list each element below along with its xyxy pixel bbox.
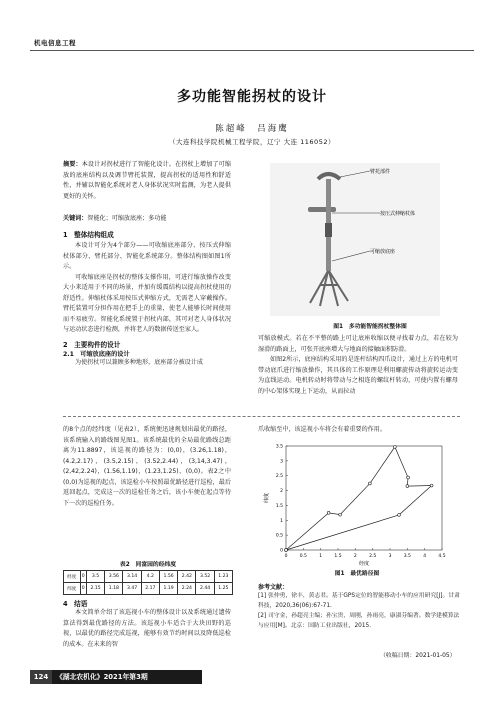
route-point: [407, 476, 410, 479]
route-point: [285, 549, 288, 552]
route-point: [406, 485, 409, 488]
table-2-caption: 表2 同富园的经纬度: [119, 562, 177, 568]
table-cell: 3.56: [105, 571, 123, 583]
route-chart: [262, 438, 452, 568]
table-cell: 1.18: [105, 583, 123, 595]
left-column-upper: [63, 229, 231, 368]
right-para-1: 可缩放模式。若在不平整的路上可让底座收缩以便寻找着力点，若在较为湿滑的路面上，可张开底座增大与地面的接触面积防滑。: [258, 335, 458, 353]
right-para-2: 如图2所示，底座结构采用的是连杆结构四爪设计，通过上方的电机可带动底爪进行缩放操作，其具体的工作原理是利用螺旋传动将旋转运动变为直线运动。电机转动时将带动与之相连的螺纹杆转动，可使内置有螺母的中心架体实现上下运动，从而拉动: [258, 356, 458, 395]
x-tick-label: 4: [423, 554, 427, 559]
table-cell: 2.15: [86, 583, 104, 595]
references-heading: 参考文献：: [258, 584, 289, 591]
route-point: [327, 511, 330, 514]
abstract: [63, 160, 231, 202]
x-tick-label: 3.5: [403, 554, 411, 559]
section-2-para-1: 为使拐杖可以兼顾多种地形，底座部分被设计成: [75, 358, 203, 366]
continuation-divider: [63, 416, 460, 417]
section-2-heading: 2 主要构件的设计: [63, 340, 121, 349]
y-tick-label: 1: [280, 518, 283, 524]
label-arm-rest: 臂托部件: [370, 169, 391, 175]
x-tick-label: 3: [388, 554, 392, 559]
figure-1-caption: 图1 多功能智能拐杖整体图: [333, 324, 407, 330]
handle-shape: [308, 207, 336, 212]
table-cell: 3.5: [86, 571, 104, 583]
x-tick-label: 2: [353, 554, 357, 559]
x-tick-label: 0: [284, 554, 288, 559]
table-cell: 1.23: [214, 571, 232, 583]
table-cell: 2.42: [178, 571, 196, 583]
references: [258, 582, 460, 631]
y-tick-label: 0.5: [275, 533, 283, 539]
journal-name: 《湖北农机化》2021年第3期: [56, 673, 148, 681]
left-column-lower: [63, 425, 231, 509]
table-row: [64, 571, 233, 583]
left-lower-para-1: 的8个点的经纬度（见表2），系统便迅速规划出最优的路径，该系统输入的路线图见图1。该系统最优的全局最优路线总距离为11.8897，该巡视的路径为：(0,0)，(3.26,1.18)，(4.2,2.17)，(3.5,2.15)，(3.52,2.44)，(3,14,3.47)，(2,42,2.24)，(1.56,1.19)，(1.23,1.25)，(0,0)。表2之中(0,0)为巡视的起点，该巡检小车按照最优路径进行巡检，最后返回起点，完成这一次的巡检任务之后，该小车便在起点等待下一次的巡检任务。: [63, 426, 231, 507]
label-telescopic-body: 按压式伸缩杖体: [380, 211, 416, 217]
table-cell: 4.2: [141, 571, 159, 583]
section-2-1-heading: 2.1 可缩放底座的设计: [63, 350, 130, 358]
section-header: 机电信息工程: [34, 39, 76, 47]
keywords-text: 智能化；可缩放底座；多功能: [87, 215, 167, 222]
chart-caption: 图1 最优路径图: [334, 571, 380, 577]
table-row-header: 纬度: [64, 583, 81, 595]
authors: 陈超峰 吕海鹰: [215, 124, 289, 134]
affiliation: （大连科技学院机械工程学院，辽宁 大连 116052）: [169, 138, 335, 146]
y-tick-label: 2: [280, 489, 283, 495]
table-cell: 3.52: [196, 571, 214, 583]
abstract-label: 摘要：: [63, 161, 82, 168]
control-box-shape: [325, 223, 332, 237]
table-cell: 2.17: [141, 583, 159, 595]
table-cell: 3.47: [123, 583, 141, 595]
keywords: [63, 213, 231, 222]
right-column-upper: [258, 334, 458, 397]
reference-2: [2] 司守金，孙超亮主编；孙宝贵，周刚，孙雨亮，康淑芬编著。数学建模算法与应用[M]。北京：国防工业出版社，2015.: [258, 613, 460, 629]
conclusion: [63, 598, 231, 650]
x-tick-label: 1.5: [334, 554, 342, 559]
table-cell: 3.14: [123, 571, 141, 583]
y-tick-label: 2.5: [275, 474, 283, 480]
plot-frame: [286, 446, 442, 550]
table-cell: 0: [80, 571, 86, 583]
section-1-para-2: 可收缩底座是拐杖的整体支撑作用，可进行缩放操作改变大小来适用于不同的场景，并加有缓震结构以提高拐杖使用的舒适性。伸缩杖体采用按压式伸缩方式，无需老人穿戴操作。臂托装置可分担作用在把手上的重量，使老人能够长时间使用而不易疲劳。智能化系统置于拐杖内部，其可对老人身体状况与运动状态进行检测，并将老人的数据传送至家人。: [63, 273, 231, 333]
label-retractable-base: 可缩放底座: [370, 249, 396, 255]
y-tick-label: 0: [280, 548, 283, 554]
y-axis-label: 纬度: [264, 492, 270, 504]
coordinate-table: [63, 570, 233, 595]
keywords-label: 关键词：: [63, 215, 88, 222]
table-cell: 2.44: [196, 583, 214, 595]
right-mid-para: 爪收缩至中，该巡视小车将会有着重要的作用。: [258, 426, 386, 433]
table-row: [64, 583, 233, 595]
x-tick-label: 4.5: [438, 554, 446, 559]
header-rule: [30, 50, 474, 51]
page-number: 124: [30, 670, 52, 684]
cane-figure: [270, 163, 440, 316]
table-cell: 1.19: [159, 583, 177, 595]
conclusion-para: 本文简单介绍了该巡视小车的整体设计以及系统通过遗传算法得到最优路径的方法。该巡视小车适合于大块田野的巡视，以最优的路径完成巡视，能够有效节约时间以及降低巡检的成本。在未来的智: [63, 609, 231, 648]
section-4-heading: 4 结语: [63, 600, 88, 608]
section-1-para-1: 本设计可分为4个部分——可收缩底座部分、按压式伸缩杖体部分、臂托部分、智能化系统部分。整体结构图如图1所示。: [63, 242, 231, 270]
route-point: [430, 484, 433, 487]
x-tick-label: 0.5: [299, 554, 307, 559]
x-tick-label: 1: [319, 554, 323, 559]
table-cell: 1.56: [159, 571, 177, 583]
table-cell: 0: [80, 583, 86, 595]
route-point: [398, 514, 401, 517]
figure-background: [270, 163, 440, 316]
received-date: （收稿日期：2021-01-05）: [380, 653, 456, 659]
page-title: 多功能智能拐杖的设计: [177, 89, 327, 105]
abstract-text: 本设计对拐杖进行了智能化设计。在拐杖上增加了可缩放的底座结构以及调节臂托装置，提高拐杖的适用性和舒适性，并辅以智能化系统对老人身体状况实时监测，为老人提供更好的关怀。: [63, 161, 232, 200]
reference-1: [1] 张仲勇，徐丰，黄志君。基于GPS定位的智能移动小车的应用研究[J]。甘肃科技，2020,36(06):67-71.: [258, 593, 460, 609]
table-row-header: 经度: [64, 571, 81, 583]
y-tick-label: 1.5: [275, 503, 283, 509]
y-tick-label: 3.5: [275, 444, 283, 450]
route-point: [339, 513, 342, 516]
section-1-heading: 1 整体结构组成: [63, 231, 114, 239]
y-tick-label: 3: [280, 459, 283, 465]
table-cell: 1.25: [214, 583, 232, 595]
table-cell: 2.24: [178, 583, 196, 595]
right-column-mid: [258, 425, 458, 436]
route-point: [368, 482, 371, 485]
route-point: [393, 445, 396, 448]
x-axis-label: 经度: [358, 561, 370, 567]
x-tick-label: 2.5: [369, 554, 377, 559]
